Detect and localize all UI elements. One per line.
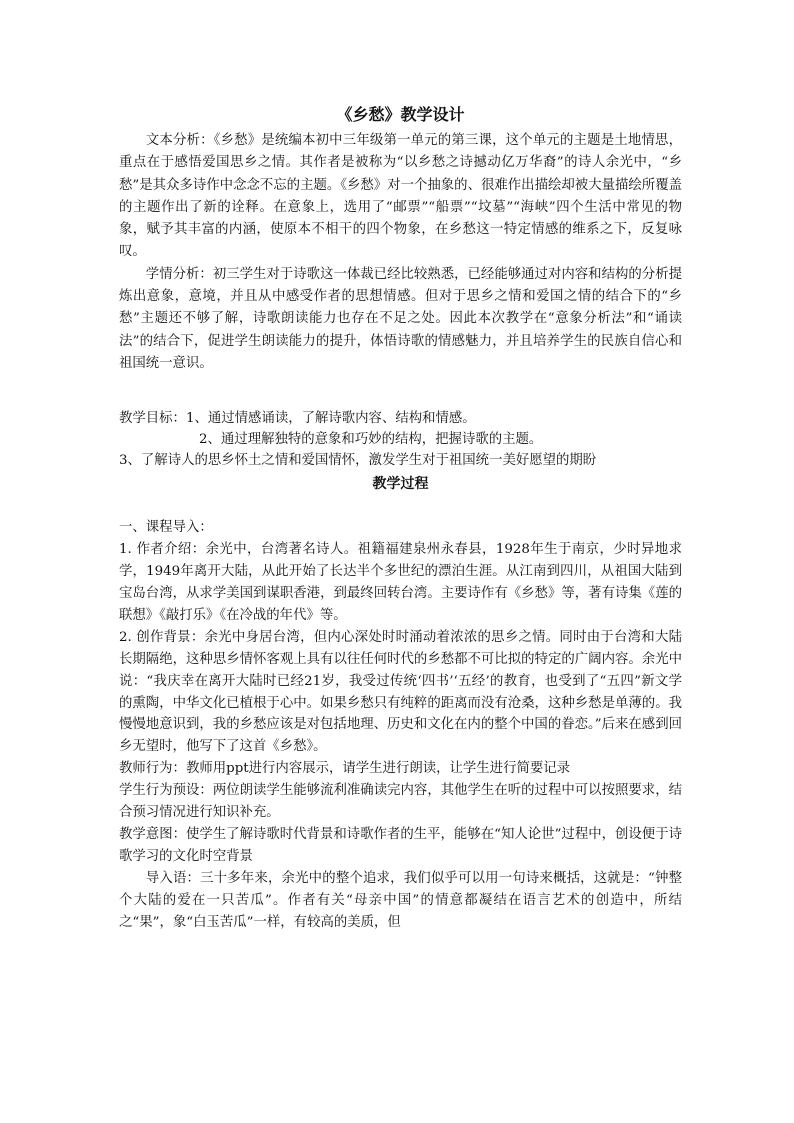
teacher-action: 教师行为：教师用ppt进行内容展示，请学生进行朗读，让学生进行简要记录 <box>119 761 571 777</box>
student-action: 学生行为预设：两位朗读学生能够流利准确读完内容，其他学生在听的过程中可以按照要求，结合预习情况进行知识补充。 <box>119 783 682 821</box>
author-introduction: 1. 作者介绍：余光中，台湾著名诗人。祖籍福建泉州永春县，1928年生于南京，少时异地求学，1949年离开大陆，从此开始了长达半个多世纪的漂泊生涯。从江南到四川，从祖国大陆到宝岛台湾，从求学美国到谋职香港，到最终回转台湾。主要诗作有《乡愁》等，著有诗集《莲的联想》《敲打乐》《在冷战的年代》等。 <box>119 542 682 623</box>
text-analysis-paragraph: 文本分析：《乡愁》是统编本初中三年级第一单元的第三课，这个单元的主题是土地情思，重点在于感悟爱国思乡之情。其作者是被称为“以乡愁之诗撼动亿万华裔”的诗人余光中，“乡愁”是其众多诗作中念念不忘的主题。《乡愁》对一个抽象的、很难作出描绘却被大量描绘所覆盖的主题作出了新的诠释。在意象上，选用了“邮票”“船票”“坟墓”“海峡”四个生活中常见的物象，赋予其丰富的内涵，使原本不相干的四个物象，在乡愁这一特定情感的维系之下，反复咏叹。 <box>119 133 682 260</box>
section-heading-intro: 一、课程导入： <box>119 520 213 536</box>
process-heading: 教学过程 <box>372 476 429 493</box>
teaching-intent: 教学意图：使学生了解诗歌时代背景和诗歌作者的生平，能够在“知人论世”过程中，创设便于诗歌学习的文化时空背景 <box>119 826 682 864</box>
introduction-speech: 导入语：三十多年来，余光中的整个追求，我们似乎可以用一句诗来概括，这就是：“钟整个大陆的爱在一只苦瓜”。作者有关“母亲中国”的情意都凝结在语言艺术的创造中，所结之“果”，象“白玉苦瓜”一样，有较高的美质，但 <box>119 870 682 930</box>
section-spacer <box>119 497 682 517</box>
creation-background: 2. 创作背景：余光中身居台湾，但内心深处时时涌动着浓浓的思乡之情。同时由于台湾和大陆长期隔绝，这种思乡情怀客观上具有以往任何时代的乡愁都不可比拟的特定的广阔内容。余光中说：“我庆幸在离开大陆时已经21岁，我受过传统‘四书’‘五经’的教育，也受到了“五四”新文学的熏陶，中华文化已植根于心中。如果乡愁只有纯粹的距离而没有沧桑，这种乡愁是单薄的。我慢慢地意识到，我的乡愁应该是对包括地理、历史和文化在内的整个中国的眷恋。”后来在感到回乡无望时，他写下了这首《乡愁》。 <box>119 629 682 755</box>
teaching-goal-2: 2、通过理解独特的意象和巧妙的结构，把握诗歌的主题。 <box>199 432 543 448</box>
student-analysis-paragraph: 学情分析：初三学生对于诗歌这一体裁已经比较熟悉，已经能够通过对内容和结构的分析提炼出意象，意境，并且从中感受作者的思想情感。但对于思乡之情和爱国之情的结合下的“乡愁”主题还不够了解，诗歌朗读能力也存在不足之处。因此本次教学在“意象分析法”和“诵读法”的结合下，促进学生朗读能力的提升，体悟诗歌的情感魅力，并且培养学生的民族自信心和祖国统一意识。 <box>119 266 682 371</box>
teaching-goal-3: 3、了解诗人的思乡怀土之情和爱国情怀，激发学生对于祖国统一美好愿望的期盼 <box>119 453 597 469</box>
document-title: 《乡愁》教学设计 <box>336 105 465 124</box>
section-spacer <box>119 375 682 408</box>
teaching-goal-1: 教学目标：1、通过情感诵读，了解诗歌内容、结构和情感。 <box>119 411 476 427</box>
document-page <box>119 102 682 933</box>
